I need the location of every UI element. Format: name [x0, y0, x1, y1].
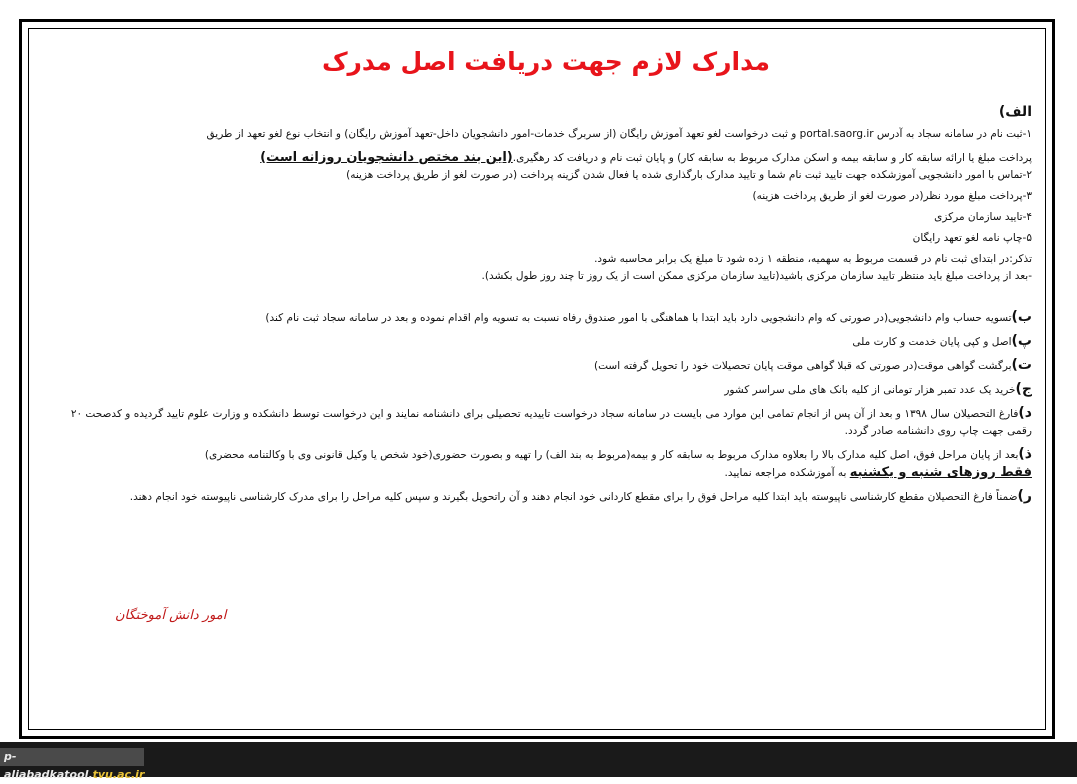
item-text: تسویه حساب وام دانشجویی(در صورتی که وام دانشجویی دارد باید ابتدا با هماهنگی با امور صندوق رفاه نسبت به تسویه وام اقدام نموده و بعد در سامانه سجاد ثبت نام کند)	[265, 312, 1012, 324]
document-body	[60, 40, 1032, 730]
item-letter: ج)	[1015, 381, 1032, 397]
signature-text: امور دانش آموختگان	[115, 608, 227, 623]
list-item	[60, 309, 1032, 327]
list-item	[60, 405, 1032, 440]
list-item	[60, 446, 1032, 482]
item-letter: ذ)	[1018, 446, 1032, 462]
item-text: فارغ التحصیلان سال ۱۳۹۸ و بعد از آن پس از انجام تمامی این موارد می بایست در سامانه سجاد درخواست تاییدیه تحصیلی برای دانشنامه نمایند و این درخواست توسط دانشکده و وزارت علوم تایید گردیده و کدصحت ۲۰ رقمی جهت چاپ روی دانشنامه صادر گردد.	[70, 408, 1032, 437]
daily-students-note: (این بند مختص دانشجویان روزانه است)	[260, 150, 513, 165]
item-letter: پ)	[1011, 333, 1032, 349]
section-a-line-3: ۲-تماس با امور دانشجویی آموزشکده جهت تایید ثبت نام شما و تایید مدارک بارگذاری شده یا فعال شدن گزینه پرداخت (در صورت لغو از طریق پرداخت هزینه)	[346, 169, 1032, 181]
item-letter: د)	[1018, 405, 1032, 421]
item-text: ضمناً فارغ التحصیلان مقطع کارشناسی ناپیوسته باید ابتدا کلیه مراحل فوق را برای مقطع کاردانی خود انجام دهند و آن راتحویل بگیرند و سپس کلیه مراحل را برای مدرک کارشناسی ناپیوسته خود انجام دهند.	[129, 491, 1018, 503]
signature	[115, 608, 226, 623]
item-letter: ت)	[1011, 357, 1032, 373]
page-title: مدارک لازم جهت دریافت اصل مدرک	[321, 47, 771, 76]
list-item	[60, 357, 1032, 375]
weekday-note: فقط روزهای شنبه و یکشنبه	[849, 465, 1032, 480]
section-a-label: الف)	[998, 104, 1032, 120]
item-text-tail: به آموزشکده مراجعه نمایید.	[724, 467, 850, 479]
item-text: برگشت گواهی موقت(در صورتی که قبلا گواهی موقت پایان تحصیلات خود را تحویل گرفته است)	[594, 360, 1012, 372]
footer-url-domain: tvu.ac.ir	[92, 768, 145, 781]
item-text: بعد از پایان مراحل فوق، اصل کلیه مدارک بالا را بعلاوه مدارک مربوط به سابقه کار و بیمه(مربوط به بند الف) را تهیه و بصورت حضوری(خود شخص یا وکیل قانونی وی با وکالتنامه محضری)	[204, 449, 1019, 461]
list-item	[60, 333, 1032, 351]
footer-url[interactable]	[0, 748, 145, 781]
section-a-line-5: ۴-تایید سازمان مرکزی	[934, 211, 1032, 223]
item-letter: ر)	[1017, 488, 1032, 504]
section-a-line-4: ۳-پرداخت مبلغ مورد نظر(در صورت لغو از طریق پرداخت هزینه)	[752, 190, 1032, 202]
list-item	[60, 488, 1032, 506]
section-a-line-6: ۵-چاپ نامه لغو تعهد رایگان	[912, 232, 1032, 244]
item-text: خرید یک عدد تمبر هزار تومانی از کلیه بانک های ملی سراسر کشور	[724, 384, 1016, 396]
footer-url-prefix: p-aliabadkatool.	[4, 750, 93, 781]
footer-bar	[0, 742, 1077, 777]
item-text: اصل و کپی پایان خدمت و کارت ملی	[852, 336, 1012, 348]
section-a-note-2: -بعد از پرداخت مبلغ باید منتظر تایید سازمان مرکزی باشید(تایید سازمان مرکزی ممکن است از یک روز تا چند روز طول بکشد).	[481, 270, 1032, 282]
section-a-line-2-text: پرداخت مبلغ یا ارائه سابقه کار و سابقه بیمه و اسکن مدارک مربوط به سابقه کار) و پایان ثبت نام و دریافت کد رهگیری.	[512, 152, 1032, 164]
list-item	[60, 381, 1032, 399]
requirements-list	[60, 309, 1032, 506]
section-a-line-1: ۱-ثبت نام در سامانه سجاد به آدرس portal.saorg.ir و ثبت درخواست لغو تعهد آموزش رایگان (از سربرگ خدمات-امور دانشجویان داخل-تعهد آموزش رایگان) و انتخاب نوع لغو تعهد از طریق	[206, 128, 1032, 140]
section-a-line-2	[60, 149, 1032, 167]
section-a-note-1: تذکر:در ابتدای ثبت نام در قسمت مربوط به سهمیه، منطقه ۱ زده شود تا مبلغ یک برابر محاسبه شود.	[594, 253, 1032, 265]
item-letter: ب)	[1011, 309, 1032, 325]
